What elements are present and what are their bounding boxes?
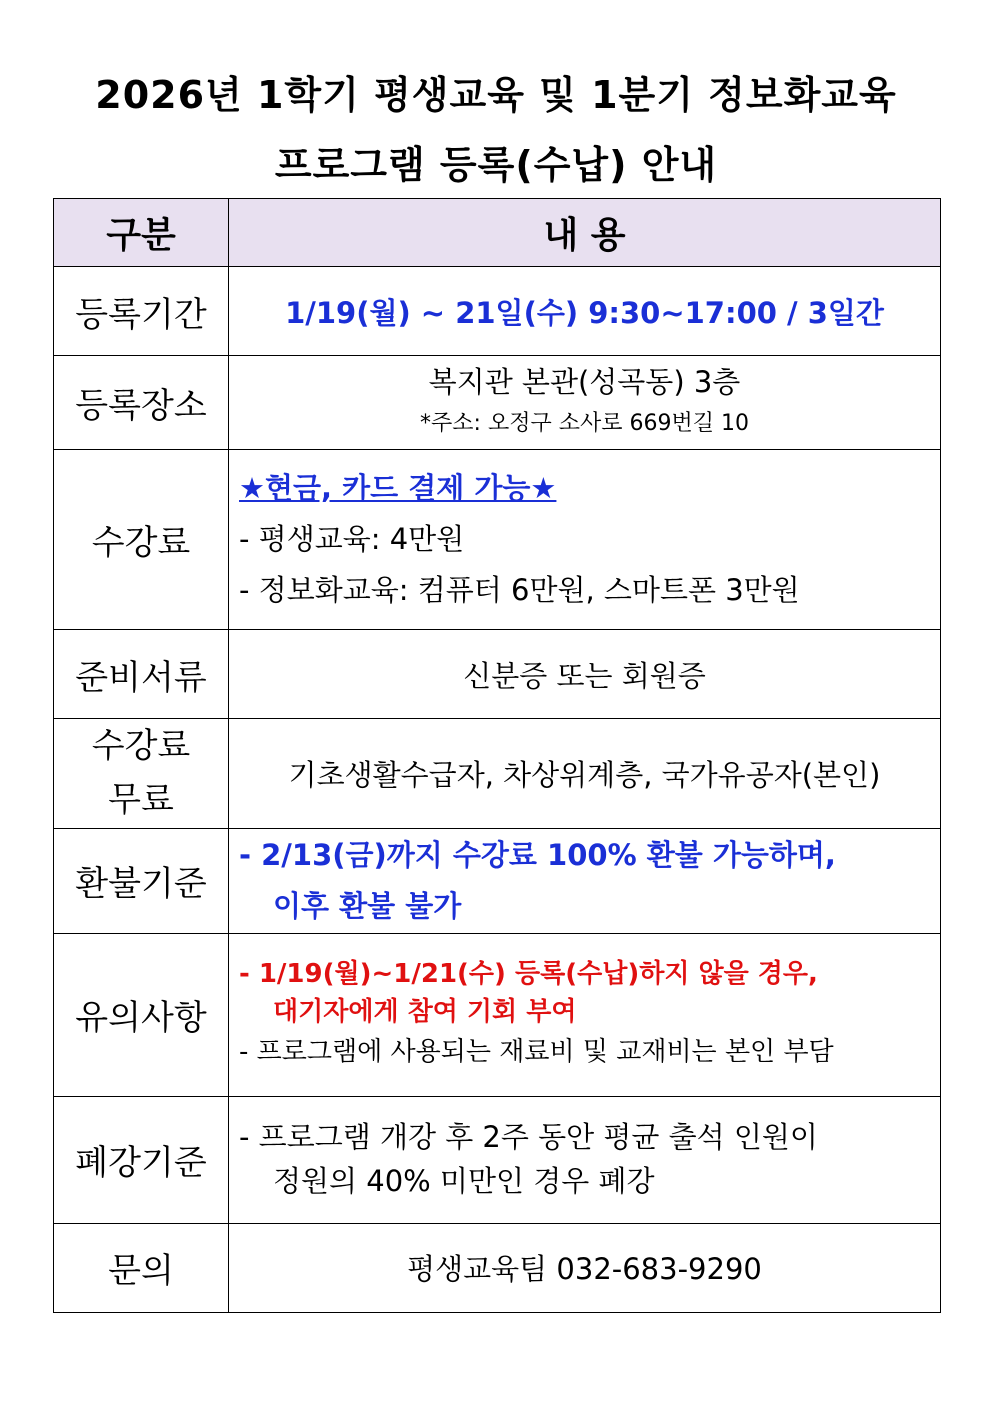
value-closure-cell xyxy=(229,1096,941,1223)
label-closure: 폐강기준 xyxy=(54,1096,229,1223)
closure-line1: - 프로그램 개강 후 2주 동안 평균 출석 인원이 xyxy=(239,1120,818,1155)
label-contact: 문의 xyxy=(54,1223,229,1312)
fee-item-lifelong: - 평생교육: 4만원 xyxy=(239,522,465,557)
label-free-cell xyxy=(54,719,229,829)
label-refund: 환불기준 xyxy=(54,828,229,933)
row-free xyxy=(54,719,941,829)
label-place: 등록장소 xyxy=(54,356,229,450)
row-period xyxy=(54,267,941,356)
label-fee: 수강료 xyxy=(54,450,229,630)
row-closure xyxy=(54,1096,941,1223)
label-caution: 유의사항 xyxy=(54,933,229,1096)
value-fee-cell xyxy=(229,450,941,630)
row-refund xyxy=(54,828,941,933)
row-documents xyxy=(54,630,941,719)
caution-line1: - 1/19(월)~1/21(수) 등록(수납)하지 않을 경우, xyxy=(239,959,818,990)
header-content: 내 용 xyxy=(229,199,941,267)
row-contact xyxy=(54,1223,941,1312)
fee-item-info: - 정보화교육: 컴퓨터 6만원, 스마트폰 3만원 xyxy=(239,572,800,607)
value-refund-cell xyxy=(229,828,941,933)
fee-note-line xyxy=(239,463,940,514)
caution-line2: 대기자에게 참여 기회 부여 xyxy=(273,996,577,1027)
value-address: *주소: 오정구 소사로 669번길 10 xyxy=(420,411,749,437)
closure-line2: 정원의 40% 미만인 경우 폐강 xyxy=(273,1163,655,1198)
row-place xyxy=(54,356,941,450)
row-caution xyxy=(54,933,941,1096)
value-caution-cell xyxy=(229,933,941,1096)
row-fee xyxy=(54,450,941,630)
fee-payment-note: ★현금, 카드 결제 가능★ xyxy=(239,471,557,506)
page-title-line2: 프로그램 등록(수납) 안내 xyxy=(274,143,718,187)
value-place-cell xyxy=(229,356,941,450)
value-period: 1/19(월) ~ 21일(수) 9:30~17:00 / 3일간 xyxy=(229,267,941,356)
refund-line2: 이후 환불 불가 xyxy=(273,888,462,923)
page-title-line1: 2026년 1학기 평생교육 및 1분기 정보화교육 xyxy=(95,73,897,117)
info-table xyxy=(53,198,941,1313)
value-contact: 평생교육팀 032-683-9290 xyxy=(229,1223,941,1312)
header-row xyxy=(54,199,941,267)
label-documents: 준비서류 xyxy=(54,630,229,719)
label-free-line1: 수강료 xyxy=(91,726,191,766)
value-place: 복지관 본관(성곡동) 3층 xyxy=(428,364,741,399)
caution-line3: - 프로그램에 사용되는 재료비 및 교재비는 본인 부담 xyxy=(239,1036,834,1067)
value-free: 기초생활수급자, 차상위계층, 국가유공자(본인) xyxy=(229,719,941,829)
header-category: 구분 xyxy=(54,199,229,267)
label-period: 등록기간 xyxy=(54,267,229,356)
label-free-line2: 무료 xyxy=(108,780,174,821)
refund-line1: - 2/13(금)까지 수강료 100% 환불 가능하며, xyxy=(239,838,836,873)
value-documents: 신분증 또는 회원증 xyxy=(229,630,941,719)
